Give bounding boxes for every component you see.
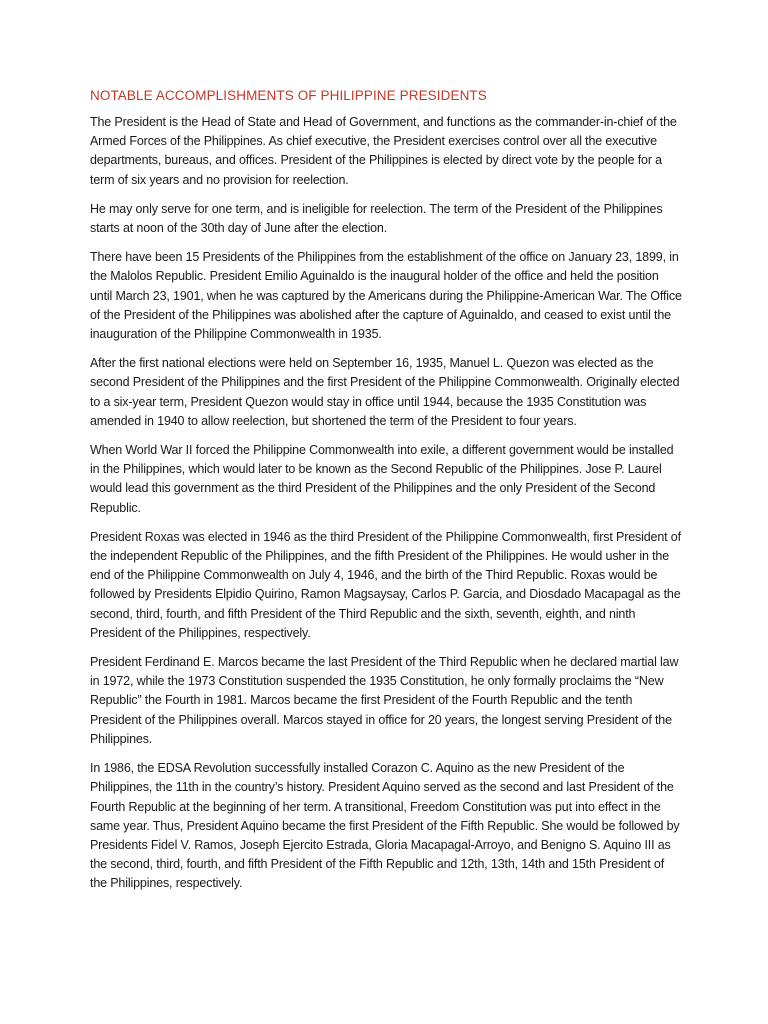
paragraph-4: After the first national elections were held on September 16, 1935, Manuel L. Quezon was elected as the second President of the Philippines and the first President of the Philippine Commonwealth. Originally elected to a six-year term, President Quezon would stay in office until 1944, because the 1935 Constitution was amended in 1940 to allow reelection, but shortened the term of the President to four years. (90, 356, 680, 428)
paragraph-6: President Roxas was elected in 1946 as the third President of the Philippine Commonwealth, first President of the independent Republic of the Philippines, and the fifth President of the Philippines. He would usher in the end of the Philippine Commonwealth on July 4, 1946, and the birth of the Third Republic. Roxas would be followed by Presidents Elpidio Quirino, Ramon Magsaysay, Carlos P. Garcia, and Diosdado Macapagal as the second, third, fourth, and fifth President of the Third Republic and the sixth, seventh, eighth, and ninth President of the Philippines, respectively. (90, 529, 681, 640)
document-title: NOTABLE ACCOMPLISHMENTS OF PHILIPPINE PRESIDENTS (90, 88, 487, 103)
paragraph-7: President Ferdinand E. Marcos became the last President of the Third Republic when he declared martial law in 1972, while the 1973 Constitution suspended the 1935 Constitution, he only formally proclaims the “New Republic” the Fourth in 1981. Marcos became the first President of the Fourth Republic and the tenth President of the Philippines overall. Marcos stayed in office for 20 years, the longest serving President of the Philippines. (90, 655, 679, 746)
paragraph-3: There have been 15 Presidents of the Philippines from the establishment of the office on January 23, 1899, in the Malolos Republic. President Emilio Aguinaldo is the inaugural holder of the office and held the position until March 23, 1901, when he was captured by the Americans during the Philippine-American War. The Office of the President of the Philippines was abolished after the capture of Aguinaldo, and ceased to exist until the inauguration of the Philippine Commonwealth in 1935. (90, 250, 682, 342)
paragraph-8: In 1986, the EDSA Revolution successfully installed Corazon C. Aquino as the new President of the Philippines, the 11th in the country’s history. President Aquino served as the second and last President of the Fourth Republic at the beginning of her term. A transitional, Freedom Constitution was put into effect in the same year. Thus, President Aquino became the first President of the Fifth Republic. She would be followed by Presidents Fidel V. Ramos, Joseph Ejercito Estrada, Gloria Macapagal-Arroyo, and Benigno S. Aquino III as the second, third, fourth, and fifth President of the Fifth Republic and 12th, 13th, 14th and 15th President of the Philippines, respectively. (90, 761, 680, 891)
document-page (90, 88, 682, 904)
paragraph-2: He may only serve for one term, and is ineligible for reelection. The term of the President of the Philippines starts at noon of the 30th day of June after the election. (90, 201, 663, 236)
paragraph-5: When World War II forced the Philippine Commonwealth into exile, a different government would be installed in the Philippines, which would later to be known as the Second Republic of the Philippines. Jose P. Laurel would lead this government as the third President of the Philippines and the only President of the Second Republic. (90, 443, 674, 515)
paragraph-1: The President is the Head of State and Head of Government, and functions as the commander-in-chief of the Armed Forces of the Philippines. As chief executive, the President exercises control over all the executive departments, bureaus, and offices. President of the Philippines is elected by direct vote by the people for a term of six years and no provision for reelection. (90, 115, 677, 187)
